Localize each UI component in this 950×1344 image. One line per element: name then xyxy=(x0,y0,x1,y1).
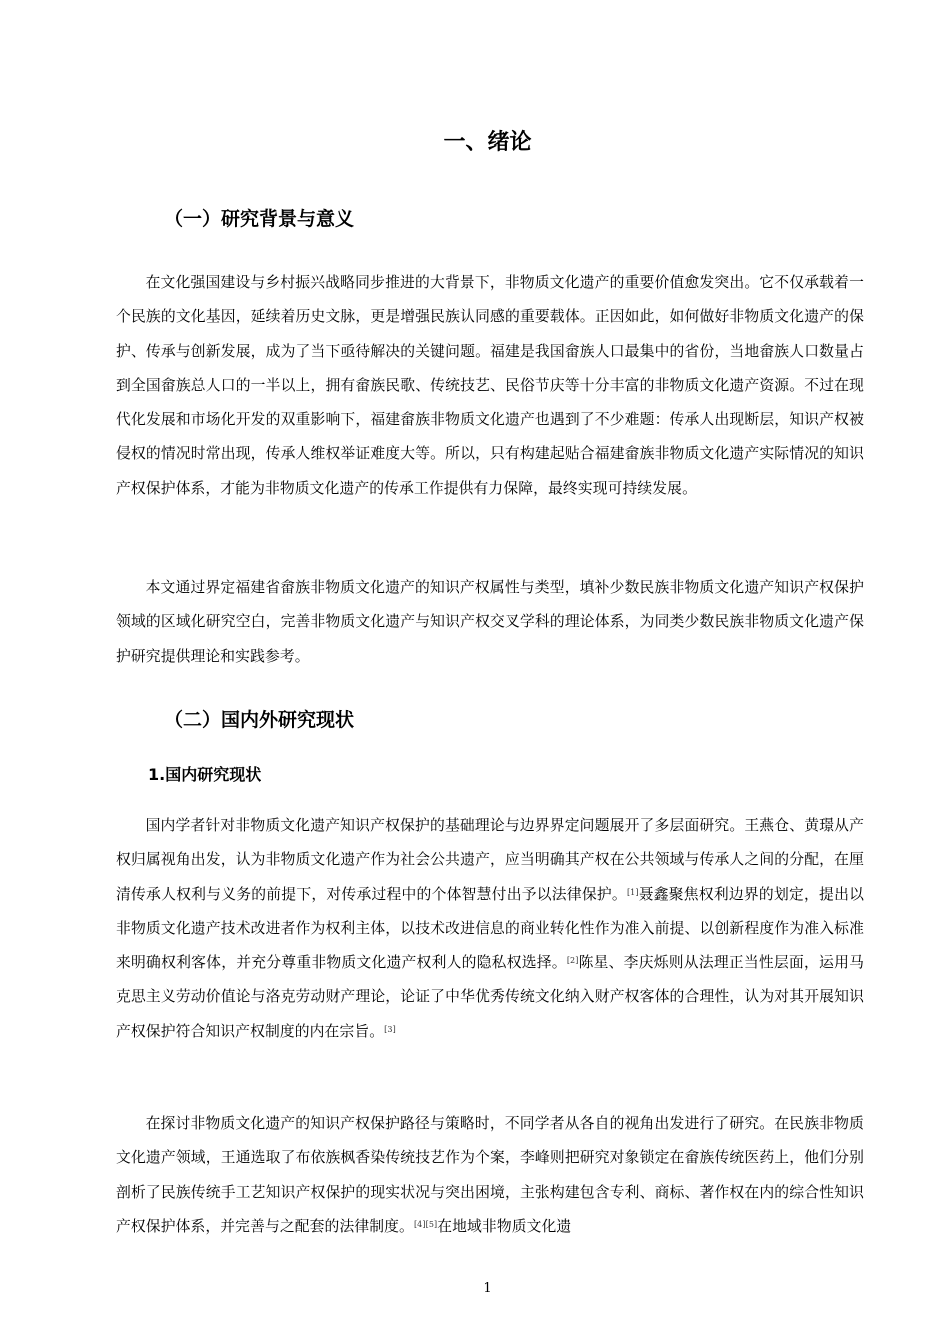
citation-1[interactable]: [1] xyxy=(626,887,639,897)
section-title-research-status: （二）国内外研究现状 xyxy=(164,709,355,731)
paragraph-background: 在文化强国建设与乡村振兴战略同步推进的大背景下，非物质文化遗产的重要价值愈发突出。它不仅承载着一个民族的文化基因，延续着历史文脉，更是增强民族认同感的重要载体。正因如此，如何做好非物质文化遗产的保护、传承与创新发展，成为了当下亟待解决的关键问题。福建是我国畲族人口最集中的省份，当地畲族人口数量占到全国畲族总人口的一半以上，拥有畲族民歌、传统技艺、民俗节庆等十分丰富的非物质文化遗产资源。不过在现代化发展和市场化开发的双重影响下，福建畲族非物质文化遗产也遇到了不少难题：传承人出现断层，知识产权被侵权的情况时常出现，传承人维权举证难度大等。所以，只有构建起贴合福建畲族非物质文化遗产实际情况的知识产权保护体系，才能为非物质文化遗产的传承工作提供有力保障，最终实现可持续发展。 xyxy=(116,274,864,497)
section-title-background: （一）研究背景与意义 xyxy=(164,208,355,230)
paragraph-significance: 本文通过界定福建省畲族非物质文化遗产的知识产权属性与类型，填补少数民族非物质文化遗产知识产权保护领域的区域化研究空白，完善非物质文化遗产与知识产权交叉学科的理论体系，为同类少数民族非物质文化遗产保护研究提供理论和实践参考。 xyxy=(116,579,864,665)
paragraph-text: 国内学者针对非物质文化遗产知识产权保护的基础理论与边界界定问题展开了多层面研究。王燕仓、黄璟从产权归属视角出发，认为非物质文化遗产作为社会公共遗产，应当明确其产权在公共领域与传承人之间的分配，在厘清传承人权利与义务的前提下，对传承过程中的个体智慧付出予以法律保护。 xyxy=(116,817,864,903)
citation-4[interactable]: [4] xyxy=(413,1219,426,1229)
paragraph-text: 在地域非物质文化遗 xyxy=(437,1217,572,1235)
subsection-title-domestic: 1.国内研究现状 xyxy=(148,765,262,784)
citation-2[interactable]: [2] xyxy=(566,956,579,966)
chapter-title: 一、绪论 xyxy=(443,130,532,155)
paragraph-text: 聂鑫聚焦权利边界的划定，提出以非物质文化遗产技术改进者作为权利主体，以技术改进信息的商业转化性作为准入前提、以创新程度作为准入标准来明确权利客体，并充分尊重非物质文化遗产权利人的隐私权选择。 xyxy=(116,885,864,972)
page-number: 1 xyxy=(483,1281,492,1296)
paragraph-domestic-theory xyxy=(116,809,864,1049)
paragraph-text: 在探讨非物质文化遗产的知识产权保护路径与策略时，不同学者从各自的视角出发进行了研究。在民族非物质文化遗产领域，王通选取了布依族枫香染传统技艺作为个案，李峰则把研究对象锁定在畲族传统医药上，他们分别剖析了民族传统手工艺知识产权保护的现实状况与突出困境，主张构建包含专利、商标、著作权在内的综合性知识产权保护体系，并完善与之配套的法律制度。 xyxy=(116,1115,864,1235)
paragraph-text: 陈星、李庆烁则从法理正当性层面，运用马克思主义劳动价值论与洛克劳动财产理论，论证了中华优秀传统文化纳入财产权客体的合理性，认为对其开展知识产权保护符合知识产权制度的内在宗旨。 xyxy=(116,954,864,1040)
citation-3[interactable]: [3] xyxy=(384,1024,396,1034)
paragraph-domestic-paths xyxy=(116,1107,864,1244)
citation-5[interactable]: [5] xyxy=(425,1219,438,1229)
